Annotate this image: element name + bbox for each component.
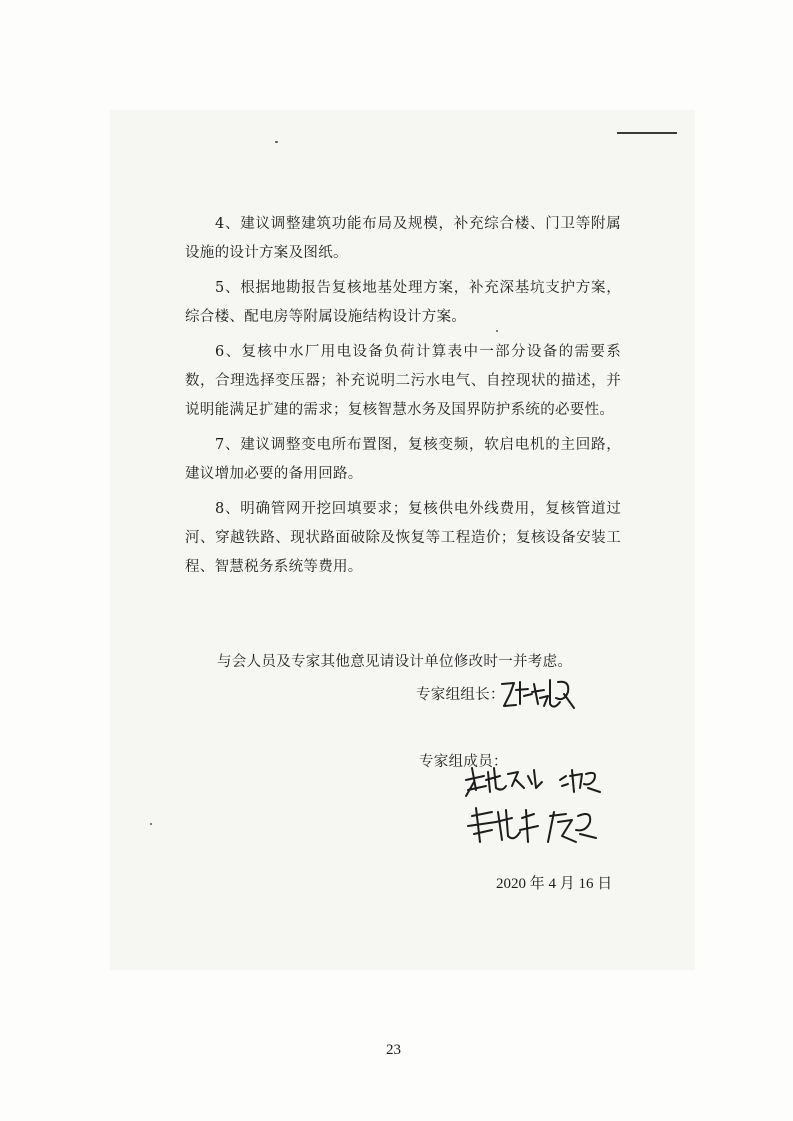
scan-speck bbox=[275, 141, 278, 143]
closing-note: 与会人员及专家其他意见请设计单位修改时一并考虑。 bbox=[217, 654, 573, 670]
leader-signature bbox=[498, 674, 580, 714]
opinion-item-7: 7、建议调整变电所布置图，复核变频，软启电机的主回路，建议增加必要的备用回路。 bbox=[185, 437, 621, 482]
expert-leader-label: 专家组组长： bbox=[416, 687, 505, 703]
opinion-item-4: 4、建议调整建筑功能布局及规模，补充综合楼、门卫等附属设施的设计方案及图纸。 bbox=[185, 216, 621, 261]
scan-speck bbox=[150, 823, 152, 825]
page-number: 23 bbox=[386, 1042, 401, 1058]
members-signatures bbox=[462, 762, 612, 862]
expert-members-label: 专家组成员： bbox=[419, 754, 508, 770]
opinion-item-8: 8、明确管网开挖回填要求；复核供电外线费用，复核管道过河、穿越铁路、现状路面破除及恢复等工程造价；复核设备安装工程、智慧税务系统等费用。 bbox=[185, 501, 621, 575]
opinion-item-6: 6、复核中水厂用电设备负荷计算表中一部分设备的需要系数，合理选择变压器；补充说明二污水电气、自控现状的描述，并说明能满足扩建的需求；复核智慧水务及国界防护系统的必要性。 bbox=[185, 344, 621, 418]
opinion-item-5: 5、根据地勘报告复核地基处理方案，补充深基坑支护方案，综合楼、配电房等附属设施结构设计方案。 bbox=[185, 280, 621, 325]
document-date: 2020 年 4 月 16 日 bbox=[496, 876, 613, 892]
top-rule-line bbox=[617, 132, 677, 134]
opinion-body bbox=[185, 210, 621, 588]
